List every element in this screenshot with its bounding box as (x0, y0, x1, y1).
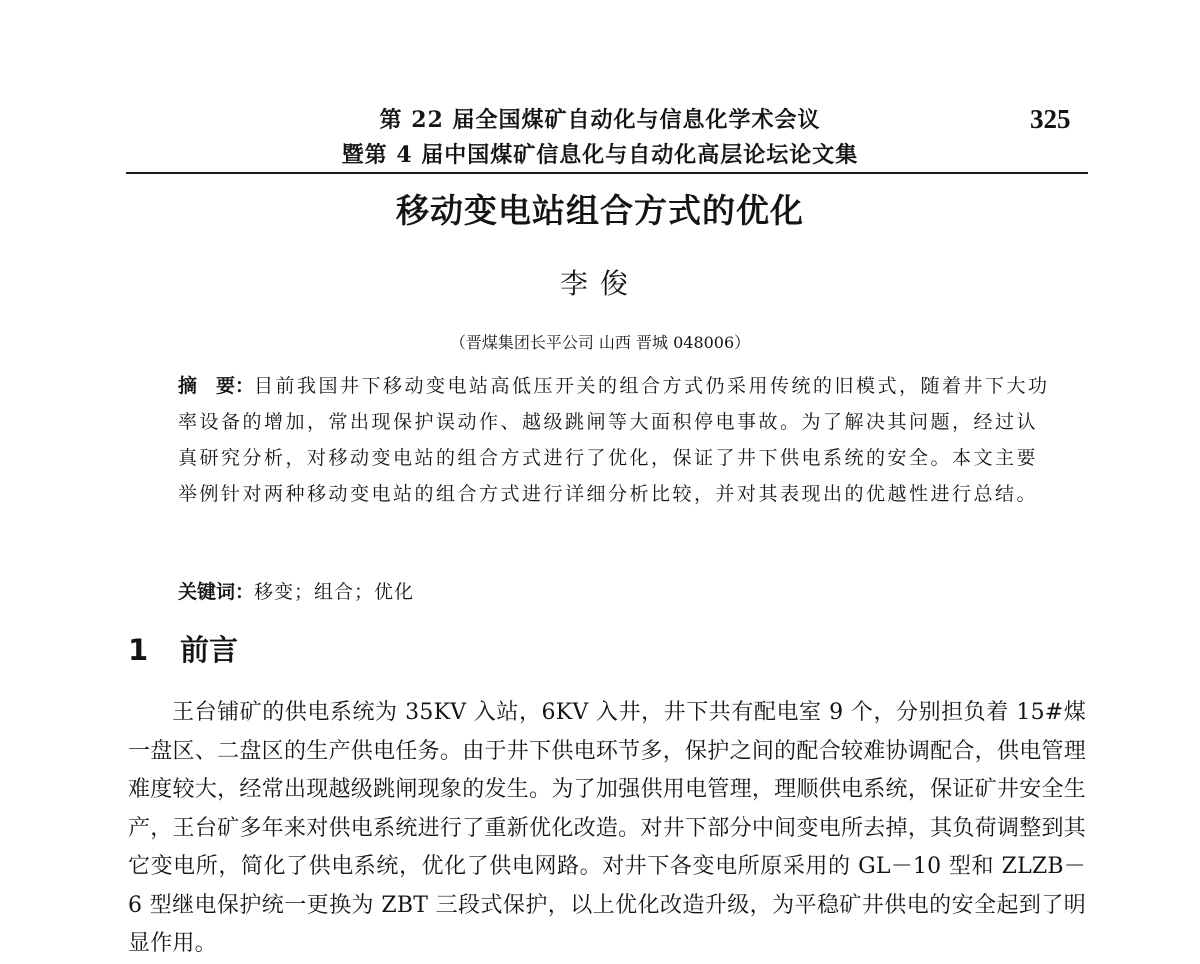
header-divider (126, 172, 1088, 174)
abstract-text: 目前我国井下移动变电站高低压开关的组合方式仍采用传统的旧模式，随着井下大功率设备的增加，常出现保护误动作、越级跳闸等大面积停电事故。为了解决其问题，经过认真研究分析，对移动变电站的组合方式进行了优化，保证了井下供电系统的安全。本文主要举例针对两种移动变电站的组合方式进行详细分析比较，并对其表现出的优越性进行总结。 (178, 375, 1050, 505)
paper-title: 移动变电站组合方式的优化 (396, 191, 804, 230)
body-paragraph: 王台铺矿的供电系统为 35KV 入站，6KV 入井，井下共有配电室 9 个，分别担负着 15#煤一盘区、二盘区的生产供电任务。由于井下供电环节多，保护之间的配合较难协调配合，供电管理难度较大，经常出现越级跳闸现象的发生。为了加强供用电管理，理顺供电系统，保证矿井安全生产，王台矿多年来对供电系统进行了重新优化改造。对井下部分中间变电所去掉，其负荷调整到其它变电所，简化了供电系统，优化了供电网路。对井下各变电所原采用的 GL－10 型和 ZLZB－6 型继电保护统一更换为 ZBT 三段式保护，以上优化改造升级，为平稳矿井供电的安全起到了明显作用。 (128, 700, 1086, 956)
section-number: 1 (128, 633, 149, 667)
page-number: 325 (1030, 104, 1071, 134)
keywords-row (178, 576, 414, 608)
author-affiliation: （晋煤集团长平公司 山西 晋城 048006） (449, 333, 751, 352)
keywords-label: 关键词： (178, 581, 255, 603)
author-name: 李俊 (559, 267, 640, 300)
keywords-text: 移变；组合；优化 (254, 581, 415, 603)
proceedings-title-line-1: 第 22 届全国煤矿自动化与信息化学术会议 (379, 107, 821, 133)
proceedings-title-line-2: 暨第 4 届中国煤矿信息化与自动化高层论坛论文集 (341, 142, 859, 168)
section-heading (128, 630, 238, 670)
section-title: 前言 (180, 633, 239, 667)
abstract-label: 摘 要： (178, 375, 255, 397)
abstract-block (178, 368, 1050, 512)
